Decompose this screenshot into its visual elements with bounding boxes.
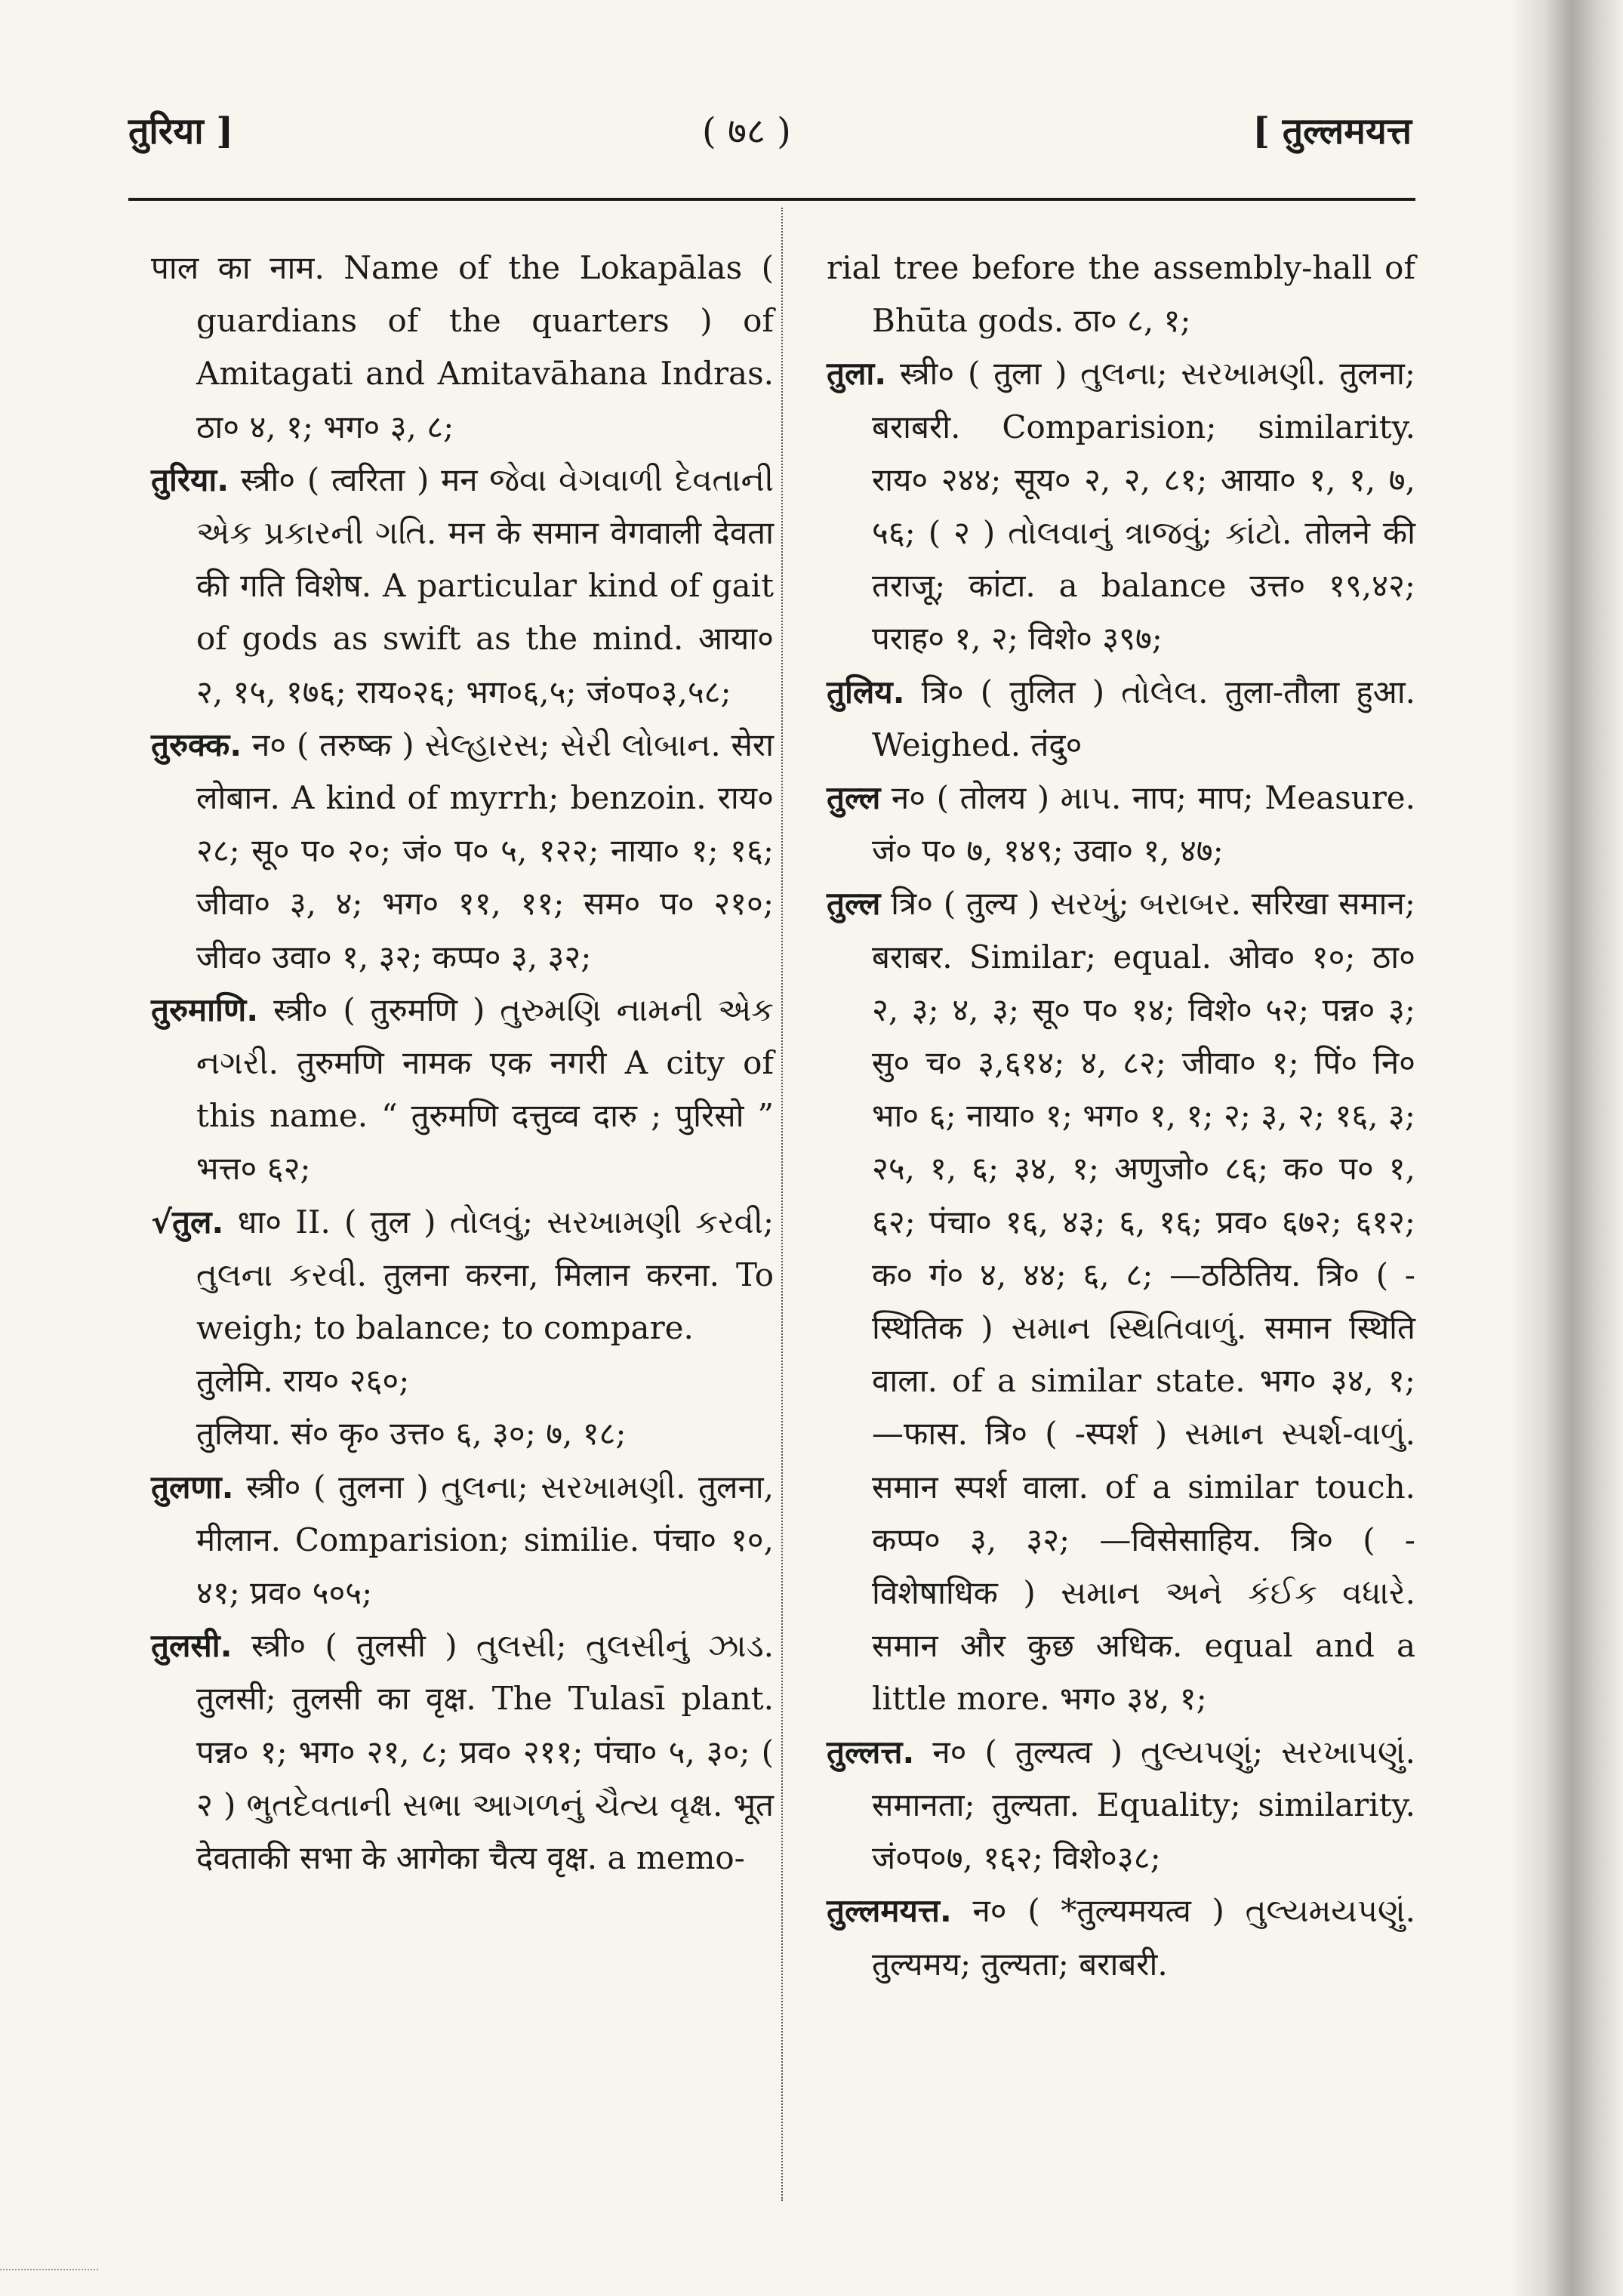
dictionary-entry: [151, 1407, 774, 1460]
page-number: ( ७८ ): [702, 110, 791, 153]
header-left-guideword: तुरिया ]: [128, 110, 234, 153]
header-rule: [128, 198, 1415, 201]
entry-text: न० ( तोलय ) માપ. नाप; माप; Measure. जं० प० ७, १४९; उवा० १, ४७;: [872, 779, 1415, 870]
dictionary-entry: [827, 877, 1415, 1725]
entry-text: तुलेमि. राय० २६०;: [196, 1362, 410, 1400]
dictionary-entry: [827, 1885, 1415, 1990]
entry-text: स्त्री० ( तुरुमणि ) તુરુમણિ નામની એક નગરી. तुरुमणि नामक एक नगरी A city of this name. “ तुरुमणि दत्तुव्व दारु ; पुरिसो ” भत्त० ६२;: [196, 991, 774, 1188]
dictionary-entry: [151, 1620, 774, 1885]
entry-text: rial tree before the assembly-hall of Bhūta gods. ठा० ८, १;: [827, 249, 1415, 340]
dictionary-entry: [827, 242, 1415, 347]
entry-headword: तुला.: [827, 355, 887, 393]
entry-text: त्रि० ( तुल्य ) સરખું; બરાબર. सरिखा समान; बराबर. Similar; equal. ओव० १०; ठा० २, ३; ४, ३; सू० प० १४; विशे० ५२; पन्न० ३; सु० च० ३,६१४; ४, ८२; जीवा० १; पिं० नि० भा० ६; नाया० १; भग० १, १; २; ३, २; १६, ३; २५, १, ६; ३४, १; अणुजो० ८६; क० प० १, ६२; पंचा० १६, ४३; ६, १६; प्रव० ६७२; ६१२; क० गं० ४, ४४; ६, ८; —ठठितिय. त्रि० ( -स्थितिक ) સમાન સ્થિતિવાળું. समान स्थिति वाला. of a similar state. भग० ३४, १; —फास. त्रि० ( -स्पर्श ) સમાન સ્પર્શ-વાળું. समान स्पर्श वाला. of a similar touch. कप्प० ३, ३२; —विसेसाहिय. त्रि० ( -विशेषाधिक ) સમાન અને કંઈક વધારે. समान और कुछ अधिक. equal and a little more. भग० ३४, १;: [872, 885, 1415, 1718]
bottom-scan-mark: [0, 2269, 98, 2272]
entry-headword: तुरुक्क.: [151, 726, 242, 763]
dictionary-entry: [827, 772, 1415, 877]
entry-headword: तुल्लमयत्त.: [827, 1892, 952, 1930]
dictionary-entry: [151, 1196, 774, 1355]
left-column: [151, 242, 774, 1885]
dictionary-entry: [827, 347, 1415, 665]
header-right-guideword: [ तुल्लमयत्त: [1252, 110, 1412, 153]
entry-text: स्त्री० ( तुलसी ) તુલસી; તુલસીનું ઝાડ. तुलसी; तुलसी का वृक्ष. The Tulasī plant. पन्न० १; भग० २१, ८; प्रव० २११; पंचा० ५, ३०; ( २ ) ભુતદેવતાની સભા આગળનું ચૈત્ય વૃક્ષ. भूत देवताकी सभा के आगेका चैत्य वृक्ष. a memo-: [196, 1627, 774, 1877]
entry-text: स्त्री० ( त्वरिता ) मन જેવા વેગવાળી દેવતાની એક પ્રકારની ગતિ. मन के समान वेगवाली देवता की गति विशेष. A particular kind of gait of gods as swift as the mind. आया० २, १५, १७६; राय०२६; भग०६,५; जं०प०३,५८;: [196, 461, 774, 710]
entry-text: त्रि० ( तुलित ) તોલેલ. तुला-तौला हुआ. Weighed. तंदु०: [872, 673, 1415, 763]
entry-text: न० ( तुल्यत्व ) તુલ્યપણું; સરખાપણું. समानता; तुल्यता. Equality; similarity. जं०प०७, १६२; विशे०३८;: [872, 1733, 1415, 1877]
dictionary-entry: [151, 454, 774, 719]
entry-headword: √तुल.: [151, 1203, 224, 1240]
entry-headword: तुल्ल: [827, 885, 881, 923]
scan-edge-shadow: [1510, 0, 1623, 2296]
entry-headword: तुलसी.: [151, 1627, 233, 1665]
page-header: [128, 106, 1412, 166]
entry-text: धा० II. ( तुल ) તોલવું; સરખામણી કરવી; તુલના કરવી. तुलना करना, मिलान करना. To weigh; to balance; to compare.: [196, 1203, 774, 1347]
entry-headword: तुलणा.: [151, 1468, 234, 1505]
dictionary-entry: [151, 1461, 774, 1620]
dictionary-entry: [151, 1354, 774, 1407]
entry-text: स्त्री० ( तुलना ) તુલના; સરખામણી. तुलना, मीलान. Comparision; similie. पंचा० १०, ४१; प्रव० ५०५;: [196, 1468, 774, 1612]
entry-text: तुलिया. सं० कृ० उत्त० ६, ३०; ७, १८;: [196, 1415, 627, 1453]
entry-headword: तुल्लत्त.: [827, 1733, 915, 1771]
dictionary-entry: [151, 984, 774, 1196]
entry-text: न० ( *तुल्यमयत्व ) તુલ્યમયપણું. तुल्यमय; तुल्यता; बराबरी.: [872, 1892, 1415, 1983]
right-column: [827, 242, 1415, 1991]
entry-headword: तुल्ल: [827, 779, 881, 817]
entry-text: स्त्री० ( तुला ) તુલના; સરખામણી. तुलना; बराबरी. Comparision; similarity. राय० २४४; सूय० २, २, ८१; आया० १, १, ७, ५६; ( २ ) તોલવાનું ત્રાજવું; કાંટો. तोलने की तराजू; कांटा. a balance उत्त० १९,४२; पराह० १, २; विशे० ३९७;: [872, 355, 1415, 658]
entry-headword: तुरिया.: [151, 461, 229, 498]
dictionary-entry: [827, 666, 1415, 772]
entry-headword: तुरुमाणि.: [151, 991, 259, 1028]
dictionary-entry: [151, 242, 774, 454]
dictionary-entry: [827, 1726, 1415, 1885]
entry-text: न० ( तरुष्क ) સેલ્હારસ; સેરી લોબાન. सेरा लोबान. A kind of myrrh; benzoin. राय० २८; सू० प० २०; जं० प० ५, १२२; नाया० १; १६; जीवा० ३, ४; भग० ११, ११; सम० प० २१०; जीव० उवा० १, ३२; कप्प० ३, ३२;: [196, 726, 774, 975]
entry-text: पाल का नाम. Name of the Lokapālas ( guardians of the quarters ) of Amitagati and Amitavāhana Indras. ठा० ४, १; भग० ३, ८;: [151, 249, 774, 445]
entry-headword: तुलिय.: [827, 673, 905, 710]
dictionary-entry: [151, 719, 774, 984]
column-divider: [781, 208, 784, 2201]
